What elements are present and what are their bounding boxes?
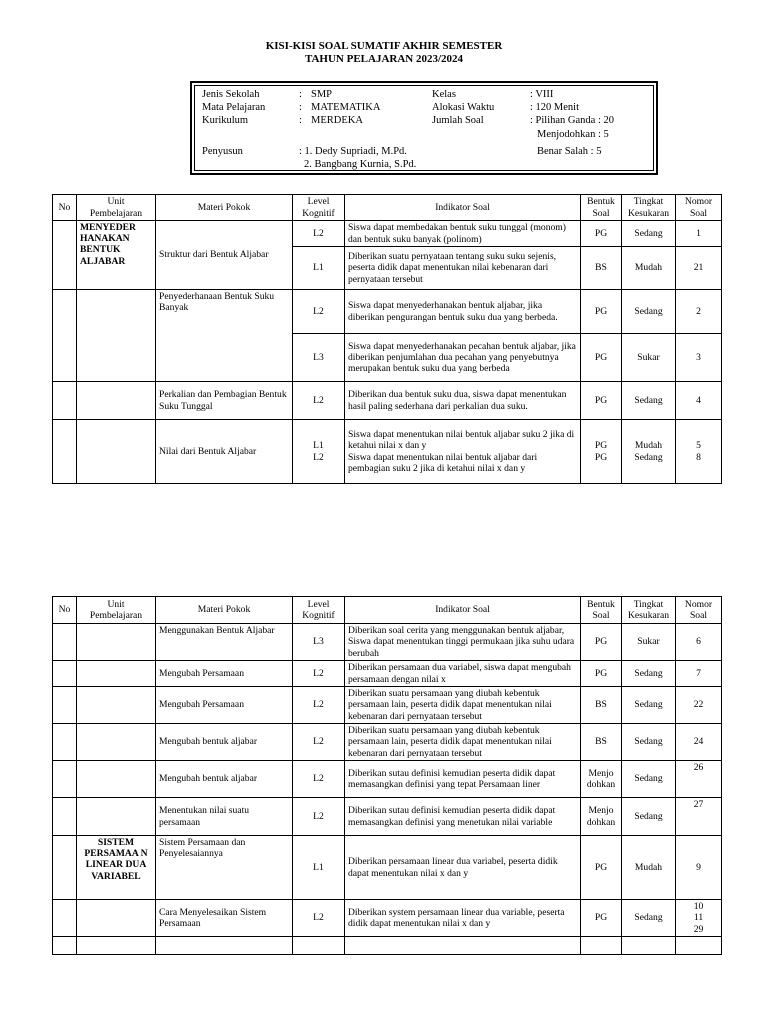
nomor-cell: 6 (676, 624, 722, 661)
materi-cell: Nilai dari Bentuk Aljabar (156, 420, 293, 484)
unit-cell (77, 724, 156, 761)
kelas-label: Kelas (432, 89, 456, 100)
alokasi-label: Alokasi Waktu (432, 102, 495, 113)
jumlah-value-pg: : Pilihan Ganda : 20 (530, 115, 614, 126)
row-no (53, 420, 77, 484)
mapel-sep: : (299, 102, 302, 113)
tingkat-cell: Sedang (622, 290, 676, 334)
materi-cell: Cara Menyelesaikan Sistem Persamaan (156, 900, 293, 937)
jenis-sep: : (299, 89, 302, 100)
col-unit: Unit Pembelajaran (77, 597, 156, 624)
nomor-cell: 3 (676, 334, 722, 382)
level-cell: L2 (293, 724, 345, 761)
kelas-value: : VIII (530, 89, 554, 100)
table-header-row (53, 195, 722, 221)
bentuk-cell: PG (581, 900, 622, 937)
table-row (53, 687, 722, 724)
nomor-cell: 2 (676, 290, 722, 334)
col-indikator: Indikator Soal (345, 597, 581, 624)
bentuk-cell: BS (581, 247, 622, 290)
materi-cell: Perkalian dan Pembagian Bentuk Suku Tunggal (156, 382, 293, 420)
level-cell: L3 (293, 334, 345, 382)
table-row (53, 900, 722, 937)
table-row (53, 798, 722, 836)
indikator-cell: Diberikan system persamaan linear dua variable, peserta didik dapat menentukan nilai x dan y (345, 900, 581, 937)
col-nomor: Nomor Soal (676, 597, 722, 624)
level-cell: L2 (293, 900, 345, 937)
table-row (53, 724, 722, 761)
col-materi: Materi Pokok (156, 195, 293, 221)
jumlah-value-menjodohkan: Menjodohkan : 5 (537, 129, 609, 140)
nomor-cell: 26 (676, 761, 722, 798)
unit-cell (77, 420, 156, 484)
bentuk-cell: PG PG (581, 420, 622, 484)
indikator-cell: Siswa dapat menyederhanakan pecahan bentuk aljabar, jika diberikan penjumlahan dua pecahan yang penyebutnya merupakan bentuk suku dua yang berbeda (345, 334, 581, 382)
col-no: No (53, 195, 77, 221)
tingkat-cell: Mudah Sedang (622, 420, 676, 484)
unit-cell (77, 661, 156, 687)
tingkat-cell: Sedang (622, 661, 676, 687)
unit-cell (77, 624, 156, 661)
materi-cell: Mengubah bentuk aljabar (156, 724, 293, 761)
tingkat-cell: Sedang (622, 900, 676, 937)
penyusun-label: Penyusun (202, 146, 243, 157)
table-row-empty (53, 937, 722, 955)
unit-cell (77, 687, 156, 724)
mapel-label: Mata Pelajaran (202, 102, 266, 113)
indikator-cell: Diberikan suatu persamaan yang diubah kebentuk persamaan lain, peserta didik dapat menentukan nilai kebenaran dari pernyataan tersebut (345, 724, 581, 761)
table-header-row (53, 597, 722, 624)
level-cell: L2 (293, 798, 345, 836)
unit-cell (77, 798, 156, 836)
row-no (53, 687, 77, 724)
table-row (53, 290, 722, 334)
unit-cell: MENYEDER HANAKAN BENTUK ALJABAR (77, 221, 156, 290)
col-level: Level Kognitif (293, 195, 345, 221)
materi-cell: Penyederhanaan Bentuk Suku Banyak (156, 290, 293, 382)
tingkat-cell: Sedang (622, 798, 676, 836)
jumlah-label: Jumlah Soal (432, 115, 484, 126)
col-unit: Unit Pembelajaran (77, 195, 156, 221)
row-no (53, 798, 77, 836)
indikator-cell: Diberikan dua bentuk suku dua, siswa dapat menentukan hasil paling sederhana dari perkalian dua suku. (345, 382, 581, 420)
indikator-cell: Siswa dapat membedakan bentuk suku tunggal (monom) dan bentuk suku banyak (polinom) (345, 221, 581, 247)
bentuk-cell: Menjo dohkan (581, 798, 622, 836)
indikator-cell: Diberikan sutau definisi kemudian peserta didik dapat memasangkan definisi yang menetukan nilai variable (345, 798, 581, 836)
row-no (53, 937, 77, 955)
jumlah-value-benar-salah: Benar Salah : 5 (537, 146, 602, 157)
materi-cell: Sistem Persamaan dan Penyelesaiannya (156, 836, 293, 900)
bentuk-cell: PG (581, 836, 622, 900)
unit-cell (77, 937, 156, 955)
mapel-value: MATEMATIKA (311, 102, 381, 113)
row-no (53, 900, 77, 937)
bentuk-cell: BS (581, 724, 622, 761)
indikator-cell: Diberikan persamaan dua variabel, siswa dapat mengubah persamaan dengan nilai x (345, 661, 581, 687)
materi-cell: Menggunakan Bentuk Aljabar (156, 624, 293, 661)
bentuk-cell: BS (581, 687, 622, 724)
bentuk-cell (581, 937, 622, 955)
indikator-cell: Diberikan suatu persamaan yang diubah kebentuk persamaan lain, peserta didik dapat menentukan nilai kebenaran dari pernyataan tersebut (345, 687, 581, 724)
table-row (53, 836, 722, 900)
document-title: KISI-KISI SOAL SUMATIF AKHIR SEMESTER (265, 40, 503, 52)
row-no (53, 836, 77, 900)
unit-cell (77, 761, 156, 798)
row-no (53, 761, 77, 798)
nomor-cell: 9 (676, 836, 722, 900)
unit-cell (77, 382, 156, 420)
table-row (53, 382, 722, 420)
unit-cell (77, 900, 156, 937)
col-level: Level Kognitif (293, 597, 345, 624)
kurikulum-value: MERDEKA (311, 115, 363, 126)
materi-cell: Menentukan nilai suatu persamaan (156, 798, 293, 836)
jenis-value: SMP (311, 89, 333, 100)
row-no (53, 382, 77, 420)
col-materi: Materi Pokok (156, 597, 293, 624)
tingkat-cell: Sedang (622, 761, 676, 798)
bentuk-cell: PG (581, 334, 622, 382)
indikator-cell: Siswa dapat menyederhanakan bentuk aljabar, jika diberikan pengurangan bentuk suku dua yang berbeda. (345, 290, 581, 334)
row-no (53, 661, 77, 687)
indikator-cell: Siswa dapat menentukan nilai bentuk aljabar suku 2 jika di ketahui nilai x dan y Siswa dapat menentukan nilai bentuk aljabar dari pembagian suku 2 jika di ketahui nilai x dan y (345, 420, 581, 484)
bentuk-cell: PG (581, 661, 622, 687)
bentuk-cell: Menjo dohkan (581, 761, 622, 798)
table-row (53, 420, 722, 484)
tingkat-cell: Sedang (622, 382, 676, 420)
nomor-cell: 1 (676, 221, 722, 247)
row-no (53, 624, 77, 661)
level-cell: L2 (293, 290, 345, 334)
col-bentuk: Bentuk Soal (581, 195, 622, 221)
table-row (53, 761, 722, 798)
level-cell: L2 (293, 382, 345, 420)
nomor-cell: 4 (676, 382, 722, 420)
indikator-cell (345, 937, 581, 955)
table-row (53, 221, 722, 247)
bentuk-cell: PG (581, 221, 622, 247)
tingkat-cell (622, 937, 676, 955)
row-no (53, 221, 77, 290)
table-row (53, 661, 722, 687)
level-cell (293, 937, 345, 955)
col-no: No (53, 597, 77, 624)
materi-cell (156, 937, 293, 955)
tingkat-cell: Sukar (622, 624, 676, 661)
level-cell: L2 (293, 687, 345, 724)
col-tingkat: Tingkat Kesukaran (622, 195, 676, 221)
indikator-cell: Diberikan sutau definisi kemudian peserta didik dapat memasangkan definisi yang tepat Persamaan liner (345, 761, 581, 798)
unit-cell (77, 290, 156, 382)
tingkat-cell: Mudah (622, 247, 676, 290)
table-row (53, 624, 722, 661)
level-cell: L1 (293, 836, 345, 900)
level-cell: L1 L2 (293, 420, 345, 484)
nomor-cell (676, 937, 722, 955)
nomor-cell: 5 8 (676, 420, 722, 484)
kisi-table-1 (52, 194, 722, 484)
bentuk-cell: PG (581, 382, 622, 420)
level-cell: L2 (293, 221, 345, 247)
kisi-table-2 (52, 596, 722, 955)
materi-cell: Mengubah Persamaan (156, 661, 293, 687)
indikator-cell: Diberikan suatu pernyataan tentang suku suku sejenis, peserta didik dapat menentukan nilai kebenaran dari pernyataan tersebut (345, 247, 581, 290)
tingkat-cell: Sukar (622, 334, 676, 382)
indikator-cell: Diberikan persamaan linear dua variabel, peserta didik dapat menentukan nilai x dan y (345, 836, 581, 900)
level-cell: L3 (293, 624, 345, 661)
row-no (53, 290, 77, 382)
materi-cell: Mengubah bentuk aljabar (156, 761, 293, 798)
col-bentuk: Bentuk Soal (581, 597, 622, 624)
level-cell: L1 (293, 247, 345, 290)
penyusun-value-1: : 1. Dedy Supriadi, M.Pd. (299, 146, 407, 157)
tingkat-cell: Mudah (622, 836, 676, 900)
unit-cell: SISTEM PERSAMAA N LINEAR DUA VARIABEL (77, 836, 156, 900)
tingkat-cell: Sedang (622, 687, 676, 724)
penyusun-value-2: 2. Bangbang Kurnia, S.Pd. (304, 159, 417, 170)
kurikulum-sep: : (299, 115, 302, 126)
nomor-cell: 21 (676, 247, 722, 290)
kurikulum-label: Kurikulum (202, 115, 249, 126)
materi-cell: Struktur dari Bentuk Aljabar (156, 221, 293, 290)
bentuk-cell: PG (581, 624, 622, 661)
alokasi-value: : 120 Menit (530, 102, 579, 113)
tingkat-cell: Sedang (622, 724, 676, 761)
row-no (53, 724, 77, 761)
indikator-cell: Diberikan soal cerita yang menggunakan bentuk aljabar, Siswa dapat menentukan tinggi permukaan jika suhu udara berubah (345, 624, 581, 661)
level-cell: L2 (293, 761, 345, 798)
bentuk-cell: PG (581, 290, 622, 334)
nomor-cell: 7 (676, 661, 722, 687)
nomor-cell: 24 (676, 724, 722, 761)
col-tingkat: Tingkat Kesukaran (622, 597, 676, 624)
tingkat-cell: Sedang (622, 221, 676, 247)
nomor-cell: 27 (676, 798, 722, 836)
document-subtitle: TAHUN PELAJARAN 2023/2024 (304, 53, 464, 65)
level-cell: L2 (293, 661, 345, 687)
nomor-cell: 10 11 29 (676, 900, 722, 937)
nomor-cell: 22 (676, 687, 722, 724)
col-nomor: Nomor Soal (676, 195, 722, 221)
materi-cell: Mengubah Persamaan (156, 687, 293, 724)
col-indikator: Indikator Soal (345, 195, 581, 221)
jenis-label: Jenis Sekolah (202, 89, 260, 100)
